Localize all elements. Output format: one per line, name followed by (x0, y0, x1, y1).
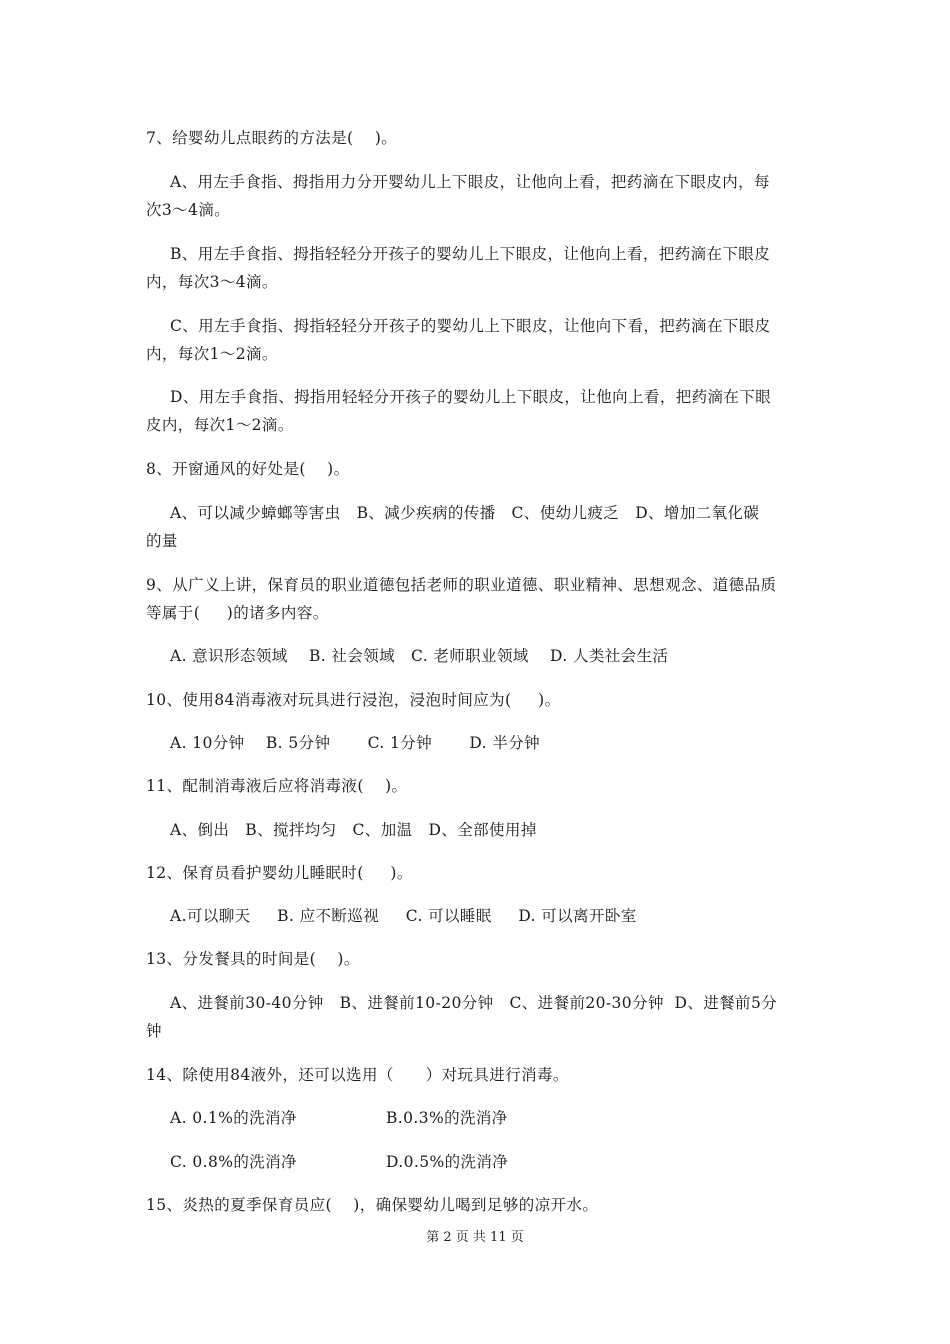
question-7-option-c-line-1: C、用左手食指、拇指轻轻分开孩子的婴幼儿上下眼皮，让他向下看，把药滴在下眼皮 (170, 317, 771, 335)
question-9-stem-line-2: 等属于( )的诸多内容。 (146, 604, 329, 622)
question-7-option-a-line-1: A、用左手食指、拇指用力分开婴幼儿上下眼皮，让他向上看，把药滴在下眼皮内，每 (170, 173, 770, 191)
question-7-option-d-line-1: D、用左手食指、拇指用轻轻分开孩子的婴幼儿上下眼皮，让他向上看，把药滴在下眼 (170, 388, 772, 406)
question-11-stem: 11、配制消毒液后应将消毒液( )。 (146, 777, 408, 795)
question-10-stem: 10、使用84消毒液对玩具进行浸泡，浸泡时间应为( )。 (146, 691, 561, 709)
question-9-options: A. 意识形态领域 B. 社会领域 C. 老师职业领域 D. 人类社会生活 (170, 647, 669, 665)
question-13-options-line-2: 钟 (146, 1022, 162, 1040)
page-footer: 第 2 页 共 11 页 (426, 1230, 524, 1245)
question-7-option-b-line-1: B、用左手食指、拇指轻轻分开孩子的婴幼儿上下眼皮，让他向上看，把药滴在下眼皮 (170, 245, 771, 263)
question-7-option-c-line-2: 内，每次1～2滴。 (146, 345, 278, 363)
question-7-option-a-line-2: 次3～4滴。 (146, 201, 231, 219)
question-14-option-a: A. 0.1%的洗消净 (170, 1109, 297, 1127)
question-8-options-line-2: 的量 (146, 532, 178, 550)
question-14-option-d: D.0.5%的洗消净 (386, 1153, 509, 1171)
question-14-stem: 14、除使用84液外，还可以选用（ ）对玩具进行消毒。 (146, 1066, 569, 1084)
question-12-options: A.可以聊天 B. 应不断巡视 C. 可以睡眠 D. 可以离开卧室 (170, 907, 637, 925)
question-13-options-line-1: A、进餐前30-40分钟 B、进餐前10-20分钟 C、进餐前20-30分钟 D、进餐前5分 (170, 994, 778, 1012)
question-8-stem: 8、开窗通风的好处是( )。 (146, 460, 350, 478)
question-9-stem-line-1: 9、从广义上讲，保育员的职业道德包括老师的职业道德、职业精神、思想观念、道德品质 (146, 576, 777, 594)
question-11-options: A、倒出 B、搅拌均匀 C、加温 D、全部使用掉 (170, 821, 537, 839)
question-10-options: A. 10分钟 B. 5分钟 C. 1分钟 D. 半分钟 (170, 734, 541, 752)
question-7-option-b-line-2: 内，每次3～4滴。 (146, 273, 278, 291)
question-12-stem: 12、保育员看护婴幼儿睡眠时( )。 (146, 864, 413, 882)
question-7-option-d-line-2: 皮内，每次1～2滴。 (146, 416, 294, 434)
question-7-stem: 7、给婴幼儿点眼药的方法是( )。 (146, 129, 398, 147)
question-14-option-b: B.0.3%的洗消净 (386, 1109, 508, 1127)
question-13-stem: 13、分发餐具的时间是( )。 (146, 950, 360, 968)
question-15-stem: 15、炎热的夏季保育员应( )，确保婴幼儿喝到足够的凉开水。 (146, 1196, 599, 1214)
question-14-option-c: C. 0.8%的洗消净 (170, 1153, 297, 1171)
question-8-options-line-1: A、可以减少蟑螂等害虫 B、减少疾病的传播 C、使幼儿疲乏 D、增加二氧化碳 (170, 504, 760, 522)
